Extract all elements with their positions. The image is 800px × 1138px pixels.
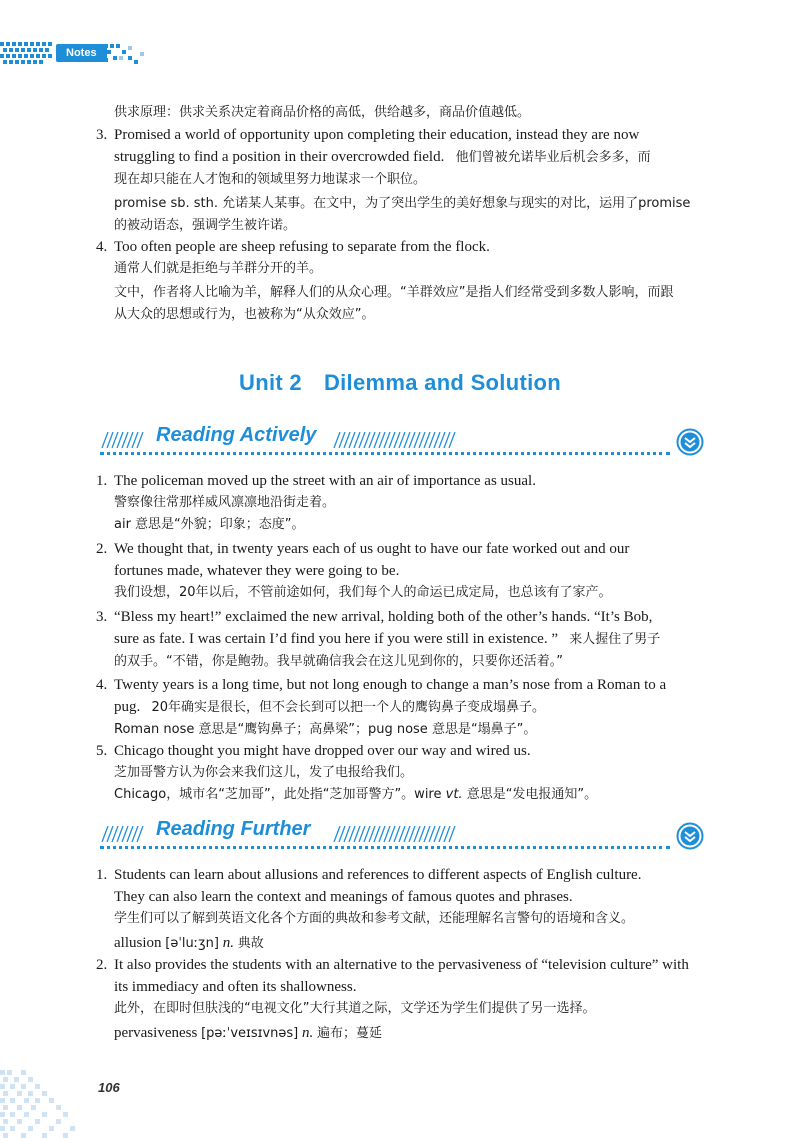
- item-number: 2.: [96, 957, 108, 973]
- english-sentence: Too often people are sheep refusing to separate from the flock.: [114, 239, 490, 255]
- chinese-translation: 他们曾被允诺毕业后机会多多，而: [455, 150, 651, 165]
- item-number: 1.: [96, 867, 108, 883]
- reading-further-item-1: [96, 864, 726, 955]
- hatch-decoration: [332, 432, 460, 448]
- english-sentence: Twenty years is a long time, but not long enough to change a man’s nose from a Roman to a: [114, 677, 667, 693]
- note-text: air 意思是“外貌；印象；态度”。: [114, 517, 305, 532]
- note-text: 文中，作者将人比喻为羊，解释人们的从众心理。“羊群效应”是指人们经常受到多数人影响，而跟: [114, 285, 674, 300]
- item-number: 3.: [96, 609, 108, 625]
- note-text-part: Chicago，城市名“芝加哥”，此处指“芝加哥警方”。wire: [114, 787, 446, 802]
- section-title: Reading Actively: [156, 424, 317, 446]
- english-sentence: “Bless my heart!” exclaimed the new arrival, holding both of the other’s hands. “It’s Bob,: [114, 609, 653, 625]
- chevron-double-down-icon: [676, 428, 704, 456]
- chinese-translation: 学生们可以了解到英语文化各个方面的典故和参考文献，还能理解名言警句的语境和含义。: [114, 911, 635, 926]
- vocab-gloss: 遍布；蔓延: [317, 1026, 383, 1041]
- reading-actively-item-5: [96, 740, 726, 806]
- reading-actively-item-2: [96, 538, 726, 604]
- part-of-speech: n.: [302, 1025, 314, 1041]
- hatch-decoration: [332, 826, 460, 842]
- english-sentence: pug.: [114, 699, 141, 715]
- part-of-speech: n.: [222, 935, 234, 951]
- section-header-reading-further: [100, 818, 708, 852]
- item-number: 2.: [96, 541, 108, 557]
- section-title: Reading Further: [156, 818, 311, 840]
- english-sentence: Chicago thought you might have dropped over our way and wired us.: [114, 743, 531, 759]
- hatch-decoration: [100, 826, 146, 842]
- page-number: 106: [98, 1080, 120, 1095]
- item-number: 1.: [96, 473, 108, 489]
- english-sentence: The policeman moved up the street with an air of importance as usual.: [114, 473, 536, 489]
- chinese-translation: 通常人们就是拒绝与羊群分开的羊。: [114, 261, 323, 276]
- chinese-translation: 此外，在即时但肤浅的“电视文化”大行其道之际，文学还为学生们提供了另一选择。: [114, 1001, 596, 1016]
- note-text-part: 意思是“发电报通知”。: [462, 787, 598, 802]
- english-sentence: They can also learn the context and meanings of famous quotes and phrases.: [114, 889, 573, 905]
- english-sentence: Students can learn about allusions and references to different aspects of English culture.: [114, 867, 642, 883]
- vocab-entry: [114, 932, 726, 955]
- item-number: 4.: [96, 239, 108, 255]
- chinese-translation: 芝加哥警方认为你会来我们这儿，发了电报给我们。: [114, 765, 414, 780]
- pixel-corner-decoration: [0, 1066, 90, 1138]
- prev-item-4: [96, 236, 726, 326]
- english-sentence: It also provides the students with an alternative to the pervasiveness of “television culture” with: [114, 957, 689, 973]
- unit-number: Unit 2: [239, 370, 302, 395]
- reading-actively-item-3: [96, 606, 726, 673]
- chinese-translation: 20年确实是很长，但不会长到可以把一个人的鹰钩鼻子变成塌鼻子。: [151, 700, 546, 715]
- chevron-double-down-icon: [676, 822, 704, 850]
- note-text: 从大众的思想或行为，也被称为“从众效应”。: [114, 307, 375, 322]
- english-sentence: Promised a world of opportunity upon completing their education, instead they are now: [114, 127, 640, 143]
- prev-note-0: [96, 102, 726, 124]
- notes-tab: Notes: [56, 44, 107, 62]
- hatch-decoration: [100, 432, 146, 448]
- section-header-reading-actively: [100, 424, 708, 458]
- phonetic: [pəːˈveɪsɪvnəs]: [201, 1026, 299, 1041]
- vocab-word: pervasiveness: [114, 1025, 198, 1041]
- chinese-translation: 警察像往常那样威风凛凛地沿街走着。: [114, 495, 336, 510]
- unit-name: Dilemma and Solution: [323, 370, 561, 395]
- item-number: 5.: [96, 743, 108, 759]
- dotted-rule: [100, 846, 670, 849]
- reading-further-item-2: [96, 954, 726, 1045]
- note-text: 的被动语态，强调学生被许诺。: [114, 218, 297, 233]
- english-sentence: struggling to find a position in their overcrowded field.: [114, 149, 445, 165]
- vocab-entry: [114, 1022, 726, 1045]
- part-of-speech: vt.: [445, 787, 463, 802]
- prev-item-3: [96, 124, 726, 237]
- english-sentence: We thought that, in twenty years each of us ought to have our fate worked out and our: [114, 541, 630, 557]
- english-sentence: sure as fate. I was certain I’d find you here if you were still in existence. ”: [114, 631, 558, 647]
- english-sentence: fortunes made, whatever they were going to be.: [114, 563, 400, 579]
- note-text: 供求原理：供求关系决定着商品价格的高低，供给越多，商品价值越低。: [114, 105, 531, 120]
- note-text: Roman nose 意思是“鹰钩鼻子；高鼻梁”；pug nose 意思是“塌鼻子”。: [114, 722, 537, 737]
- chinese-translation: 来人握住了男子: [569, 632, 661, 647]
- vocab-word: allusion: [114, 935, 162, 951]
- phonetic: [əˈluːʒn]: [165, 936, 219, 951]
- chinese-translation: 现在却只能在人才饱和的领域里努力地谋求一个职位。: [114, 172, 427, 187]
- chinese-translation: 的双手。“不错，你是鲍勃。我早就确信我会在这儿见到你的，只要你还活着。”: [114, 654, 563, 669]
- note-text: [114, 784, 726, 806]
- vocab-gloss: 典故: [237, 936, 264, 951]
- item-number: 3.: [96, 127, 108, 143]
- item-number: 4.: [96, 677, 108, 693]
- reading-actively-item-4: [96, 674, 726, 741]
- dotted-rule: [100, 452, 670, 455]
- unit-title: [0, 370, 800, 396]
- reading-actively-item-1: [96, 470, 726, 536]
- note-text: promise sb. sth. 允诺某人某事。在文中，为了突出学生的美好想象与现实的对比，运用了promise: [114, 196, 691, 211]
- chinese-translation: 我们设想，20年以后，不管前途如何，我们每个人的命运已成定局，也总该有了家产。: [114, 585, 612, 600]
- english-sentence: its immediacy and often its shallowness.: [114, 979, 357, 995]
